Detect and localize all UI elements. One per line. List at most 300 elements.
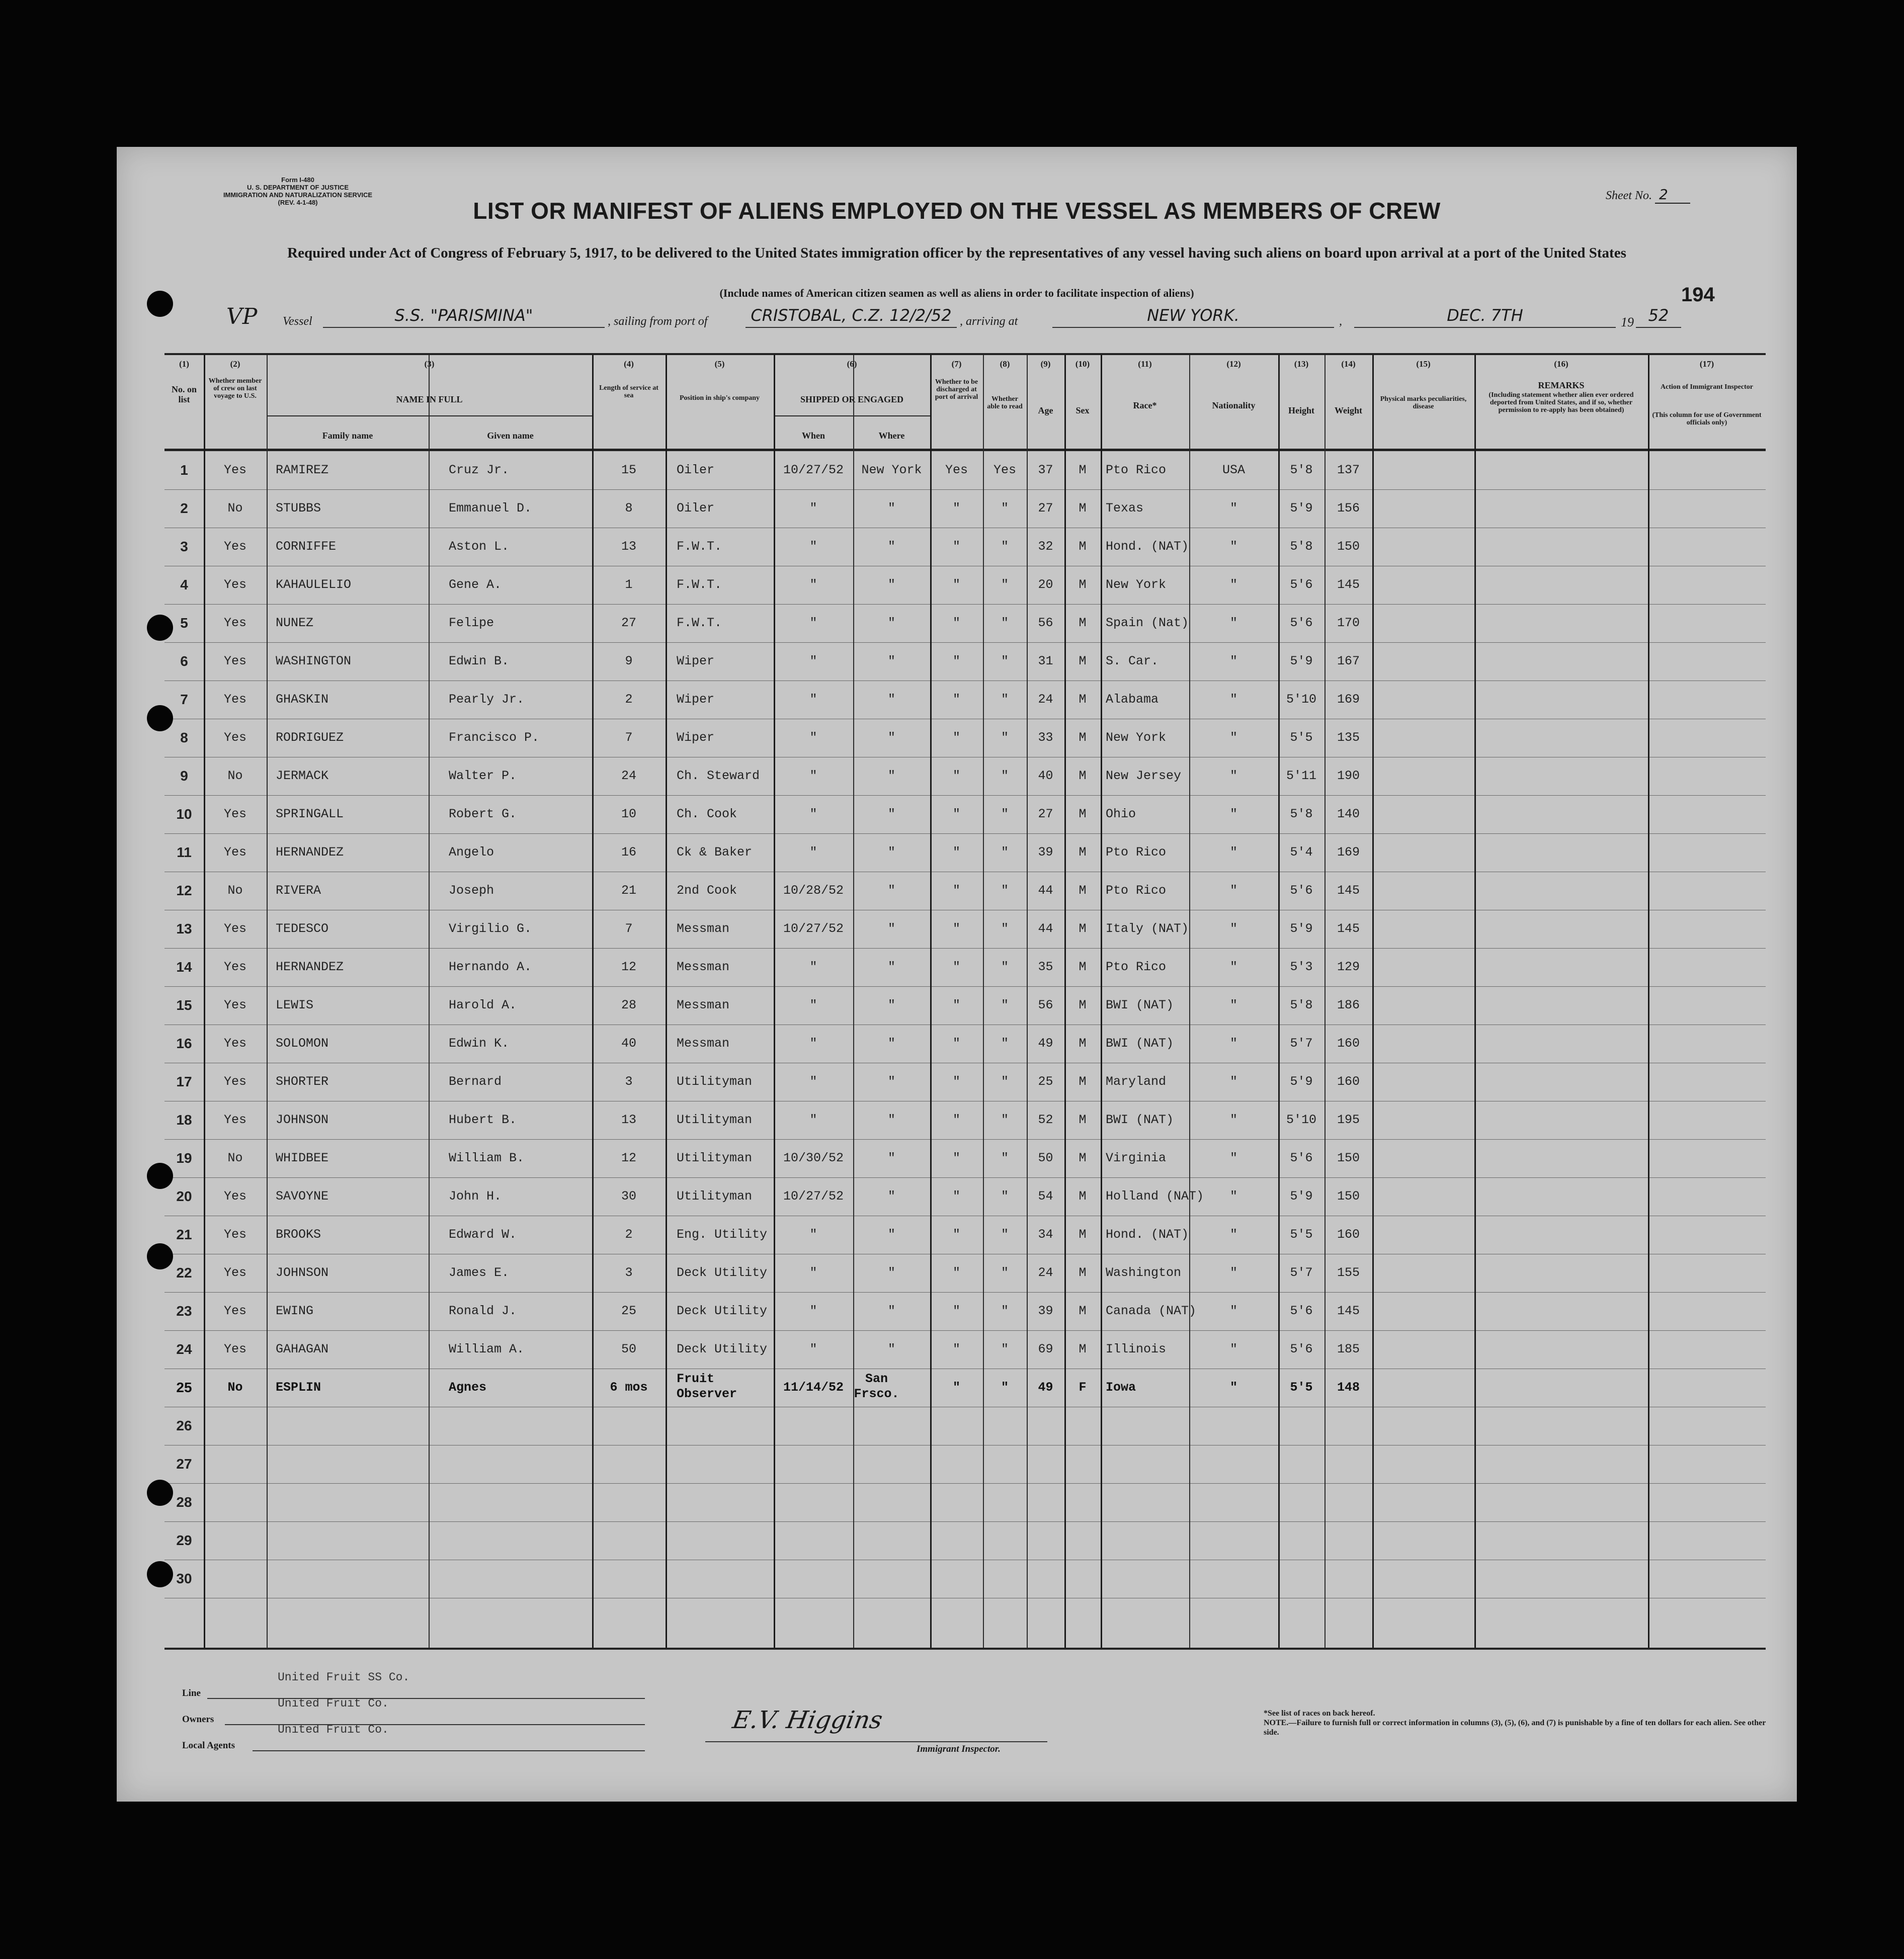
inspector-label: Immigrant Inspector. <box>917 1744 1001 1754</box>
cell-read: " <box>1001 1074 1009 1089</box>
cell-position: Wiper <box>677 730 715 745</box>
cell-discharged: " <box>952 845 960 860</box>
cell-race: Pto Rico <box>1106 960 1167 974</box>
cell-service: 9 <box>625 654 633 668</box>
cell-sex: M <box>1079 539 1087 554</box>
cell-race: Holland (NAT) <box>1106 1189 1204 1204</box>
cell-read <box>983 1407 1027 1445</box>
cell-last-voyage: Yes <box>223 1074 246 1089</box>
cell-sex: M <box>1079 769 1087 783</box>
cell-no: 13 <box>176 921 192 936</box>
cell-where: " <box>887 1342 895 1356</box>
cell-read: " <box>1001 1151 1009 1165</box>
cell-where: " <box>887 998 895 1012</box>
cell-discharged <box>930 1560 983 1598</box>
cell-no: 4 <box>180 577 188 592</box>
cell-service <box>592 1521 666 1560</box>
cell-given: Francisco P. <box>449 730 540 745</box>
cell-given: Gene A. <box>449 577 502 592</box>
cell-weight: 195 <box>1337 1113 1360 1127</box>
races-note: *See list of races on back hereof. <box>1264 1709 1375 1718</box>
cell-nationality: " <box>1229 1189 1237 1204</box>
cell-read: " <box>1001 845 1009 860</box>
cell-age: 31 <box>1038 654 1053 668</box>
column-c17-label: Action of Immigrant Inspector <box>1661 383 1753 391</box>
cell-discharged <box>930 1521 983 1560</box>
cell-last-voyage: Yes <box>223 998 246 1012</box>
cell-service: 2 <box>625 692 633 707</box>
cell-position: F.W.T. <box>677 539 722 554</box>
column-rule <box>1189 355 1190 1648</box>
cell-last-voyage: Yes <box>223 960 246 974</box>
cell-sex: M <box>1079 883 1087 898</box>
column-when: When <box>801 431 825 441</box>
column-rule <box>1064 355 1066 1648</box>
cell-weight: 156 <box>1337 501 1360 516</box>
cell-height: 5'11 <box>1286 769 1316 783</box>
cell-when: " <box>809 692 817 707</box>
cell-when <box>774 1521 853 1560</box>
cell-when <box>774 1407 853 1445</box>
cell-height <box>1278 1445 1324 1483</box>
cell-weight: 140 <box>1337 807 1360 821</box>
cell-family: TEDESCO <box>276 921 329 936</box>
cell-given: Hernando A. <box>449 960 532 974</box>
cell-service <box>592 1445 666 1483</box>
column-rule <box>1372 355 1374 1648</box>
cell-last-voyage: Yes <box>223 692 246 707</box>
column-c10-label: Sex <box>1075 405 1090 415</box>
cell-where: " <box>887 730 895 745</box>
cell-weight <box>1324 1407 1372 1445</box>
cell-family: JERMACK <box>276 769 329 783</box>
cell-weight: 137 <box>1337 463 1360 477</box>
cell-height: 5'10 <box>1286 692 1316 707</box>
cell-family <box>276 1407 429 1445</box>
cell-no: 29 <box>176 1532 192 1548</box>
cell-service: 50 <box>621 1342 636 1356</box>
column-rule <box>592 355 594 1648</box>
cell-where: " <box>887 769 895 783</box>
cell-no: 10 <box>176 806 192 822</box>
cell-when: " <box>809 539 817 554</box>
cell-race: Maryland <box>1106 1074 1167 1089</box>
cell-sex: M <box>1079 577 1087 592</box>
cell-position: Messman <box>677 1036 730 1051</box>
column-c11-label: Race* <box>1133 400 1157 410</box>
cell-height: 5'9 <box>1290 921 1313 936</box>
cell-weight: 148 <box>1337 1380 1360 1395</box>
cell-read: " <box>1001 1265 1009 1280</box>
column-where: Where <box>878 431 905 441</box>
cell-no: 3 <box>180 539 188 554</box>
cell-sex <box>1064 1560 1101 1598</box>
cell-race: Texas <box>1106 501 1144 516</box>
cell-when: " <box>809 1342 817 1356</box>
line-value: United Fruit SS Co. <box>278 1671 410 1684</box>
cell-height: 5'8 <box>1290 998 1313 1012</box>
column-rule <box>774 355 775 1648</box>
table-row <box>164 1330 1766 1369</box>
cell-nationality: " <box>1229 845 1237 860</box>
cell-family: SOLOMON <box>276 1036 329 1051</box>
cell-age: 52 <box>1038 1113 1053 1127</box>
sailing-date: 12/2/52 <box>889 306 952 325</box>
column-c4-label: Length of service at sea <box>599 384 658 399</box>
cell-no: 23 <box>176 1303 192 1319</box>
cell-read <box>983 1445 1027 1483</box>
cell-weight: 186 <box>1337 998 1360 1012</box>
cell-family <box>276 1560 429 1598</box>
cell-weight <box>1324 1445 1372 1483</box>
cell-nationality: " <box>1229 1227 1237 1242</box>
cell-no: 6 <box>180 653 188 669</box>
cell-race: S. Car. <box>1106 654 1159 668</box>
table-row <box>164 1369 1766 1407</box>
cell-read: " <box>1001 1342 1009 1356</box>
column-c7-label: Whether to be discharged at port of arrival <box>935 378 978 401</box>
owners-label: Owners <box>182 1714 214 1725</box>
vessel-name: S.S. "PARISMINA" <box>323 306 605 328</box>
cell-weight: 167 <box>1337 654 1360 668</box>
cell-given: Joseph <box>449 883 494 898</box>
footer-notes <box>1264 1709 1767 1737</box>
cell-family: RODRIGUEZ <box>276 730 344 745</box>
initial-mark: VP <box>226 304 258 329</box>
table-row <box>164 489 1766 528</box>
cell-nationality <box>1189 1521 1278 1560</box>
cell-race: Spain (Nat) <box>1106 616 1189 630</box>
column-c16-note: (Including statement whether alien ever ordered deported from United States, and if so, whether permission to re-apply has been obtained) <box>1488 391 1634 414</box>
cell-age: 20 <box>1038 577 1053 592</box>
cell-race: Canada (NAT) <box>1106 1304 1197 1318</box>
cell-given: Felipe <box>449 616 494 630</box>
cell-read: " <box>1001 577 1009 592</box>
cell-where: " <box>887 960 895 974</box>
cell-when: " <box>809 1227 817 1242</box>
cell-discharged: " <box>952 1151 960 1165</box>
cell-last-voyage: Yes <box>223 463 246 477</box>
cell-weight: 185 <box>1337 1342 1360 1356</box>
cell-where <box>853 1521 930 1560</box>
table-row <box>164 1521 1766 1560</box>
cell-nationality: " <box>1229 769 1237 783</box>
cell-race: Pto Rico <box>1106 883 1167 898</box>
cell-last-voyage: Yes <box>223 1189 246 1204</box>
cell-where: " <box>887 1113 895 1127</box>
cell-read: " <box>1001 1380 1009 1395</box>
cell-height: 5'6 <box>1290 616 1313 630</box>
cell-discharged: " <box>952 616 960 630</box>
cell-family: LEWIS <box>276 998 314 1012</box>
table-row <box>164 986 1766 1025</box>
cell-family: JOHNSON <box>276 1113 329 1127</box>
cell-race: Washington <box>1106 1265 1182 1280</box>
manifest-sheet <box>117 147 1797 1802</box>
cell-height: 5'10 <box>1286 1113 1316 1127</box>
cell-service <box>592 1407 666 1445</box>
cell-when: " <box>809 654 817 668</box>
table-row <box>164 1177 1766 1216</box>
cell-nationality: USA <box>1222 463 1245 477</box>
cell-where: " <box>887 577 895 592</box>
table-row <box>164 1254 1766 1293</box>
cell-no: 19 <box>176 1150 192 1166</box>
cell-age: 24 <box>1038 692 1053 707</box>
cell-height <box>1278 1407 1324 1445</box>
cell-given: Pearly Jr. <box>449 692 525 707</box>
cell-discharged: " <box>952 921 960 936</box>
cell-service: 27 <box>621 616 636 630</box>
sailing-label: , sailing from port of <box>608 315 708 328</box>
cell-where <box>853 1407 930 1445</box>
cell-where: " <box>887 1304 895 1318</box>
cell-given: Walter P. <box>449 769 517 783</box>
cell-height: 5'6 <box>1290 577 1313 592</box>
cell-service: 10 <box>621 807 636 821</box>
cell-age: 44 <box>1038 883 1053 898</box>
table-row <box>164 680 1766 719</box>
cell-where: " <box>887 1189 895 1204</box>
cell-given: James E. <box>449 1265 510 1280</box>
document-subtitle: Required under Act of Congress of February 5, 1917, to be delivered to the United States immigration officer by the representatives of any vessel having such aliens on board upon arrival at a port of the United States <box>287 245 1626 261</box>
table-row <box>164 910 1766 949</box>
cell-given: Agnes <box>449 1380 487 1395</box>
column-c13-number: (13) <box>1294 359 1309 369</box>
form-number: Form I-480 <box>281 176 314 184</box>
cell-where: " <box>887 616 895 630</box>
cell-no: 26 <box>176 1418 192 1433</box>
table-row <box>164 642 1766 681</box>
column-rule <box>1027 355 1028 1648</box>
cell-discharged: Yes <box>945 463 968 477</box>
column-c2-number: (2) <box>230 359 240 369</box>
cell-last-voyage: Yes <box>223 921 246 936</box>
cell-last-voyage <box>204 1445 267 1483</box>
column-rule <box>666 355 667 1648</box>
cell-discharged: " <box>952 998 960 1012</box>
table-row <box>164 451 1766 490</box>
binder-hole <box>147 1561 173 1587</box>
cell-race: Pto Rico <box>1106 463 1167 477</box>
cell-height: 5'3 <box>1290 960 1313 974</box>
cell-service: 15 <box>621 463 636 477</box>
cell-read <box>983 1560 1027 1598</box>
cell-race: New Jersey <box>1106 769 1182 783</box>
year-prefix: 19 <box>1621 315 1634 329</box>
cell-height: 5'6 <box>1290 1151 1313 1165</box>
cell-nationality <box>1189 1560 1278 1598</box>
cell-weight: 150 <box>1337 1151 1360 1165</box>
cell-age: 40 <box>1038 769 1053 783</box>
cell-family: ESPLIN <box>276 1380 321 1395</box>
cell-no: 17 <box>176 1074 192 1089</box>
cell-age: 44 <box>1038 921 1053 936</box>
cell-family: EWING <box>276 1304 314 1318</box>
column-rule <box>267 355 268 1648</box>
cell-age: 25 <box>1038 1074 1053 1089</box>
cell-read: " <box>1001 769 1009 783</box>
cell-where: " <box>887 692 895 707</box>
cell-last-voyage: No <box>227 1151 243 1165</box>
cell-nationality: " <box>1229 616 1237 630</box>
cell-race: Pto Rico <box>1106 845 1167 860</box>
cell-weight: 135 <box>1337 730 1360 745</box>
column-c9-number: (9) <box>1040 359 1051 369</box>
cell-no: 20 <box>176 1188 192 1204</box>
cell-sex: M <box>1079 1036 1087 1051</box>
cell-weight: 160 <box>1337 1227 1360 1242</box>
cell-position: Oiler <box>677 463 715 477</box>
cell-discharged: " <box>952 577 960 592</box>
cell-weight: 155 <box>1337 1265 1360 1280</box>
cell-height: 5'8 <box>1290 807 1313 821</box>
cell-position <box>677 1483 774 1521</box>
column-rule <box>1474 355 1476 1648</box>
cell-when <box>774 1445 853 1483</box>
cell-sex: M <box>1079 1265 1087 1280</box>
column-c2-label: Whether member of crew on last voyage to U.S. <box>208 377 262 400</box>
column-rule <box>204 355 205 1648</box>
cell-discharged: " <box>952 1036 960 1051</box>
cell-last-voyage <box>204 1407 267 1445</box>
cell-height: 5'8 <box>1290 539 1313 554</box>
cell-service: 3 <box>625 1265 633 1280</box>
cell-service: 8 <box>625 501 633 516</box>
cell-sex: M <box>1079 730 1087 745</box>
cell-height: 5'5 <box>1290 1380 1313 1395</box>
cell-position <box>677 1407 774 1445</box>
table-row <box>164 1483 1766 1522</box>
cell-height: 5'8 <box>1290 463 1313 477</box>
cell-family: SAVOYNE <box>276 1189 329 1204</box>
cell-height: 5'9 <box>1290 1189 1313 1204</box>
cell-position: Utilityman <box>677 1113 753 1127</box>
cell-family: SPRINGALL <box>276 807 344 821</box>
cell-read: " <box>1001 501 1009 516</box>
cell-discharged <box>930 1407 983 1445</box>
cell-weight <box>1324 1560 1372 1598</box>
agents-value: United Fruit Co. <box>278 1723 389 1736</box>
cell-weight: 169 <box>1337 692 1360 707</box>
cell-weight: 190 <box>1337 769 1360 783</box>
cell-race: Hond. (NAT) <box>1106 539 1189 554</box>
cell-position: F.W.T. <box>677 616 722 630</box>
cell-when <box>774 1483 853 1521</box>
cell-when <box>774 1560 853 1598</box>
table-row <box>164 1292 1766 1331</box>
cell-last-voyage: Yes <box>223 1304 246 1318</box>
cell-age: 37 <box>1038 463 1053 477</box>
cell-read: " <box>1001 1113 1009 1127</box>
cell-race <box>1106 1560 1189 1598</box>
cell-age: 56 <box>1038 616 1053 630</box>
cell-position <box>677 1521 774 1560</box>
cell-nationality <box>1189 1407 1278 1445</box>
cell-nationality: " <box>1229 539 1237 554</box>
cell-height: 5'7 <box>1290 1265 1313 1280</box>
cell-where: " <box>887 807 895 821</box>
cell-service: 30 <box>621 1189 636 1204</box>
cell-family: WASHINGTON <box>276 654 352 668</box>
cell-family: WHIDBEE <box>276 1151 329 1165</box>
agents-label: Local Agents <box>182 1740 235 1751</box>
column-c12-label: Nationality <box>1212 400 1256 410</box>
cell-sex: M <box>1079 1304 1087 1318</box>
cell-height: 5'6 <box>1290 883 1313 898</box>
crew-table <box>164 353 1766 1650</box>
cell-discharged: " <box>952 692 960 707</box>
binder-hole <box>147 1480 173 1506</box>
cell-read: " <box>1001 1304 1009 1318</box>
cell-family: KAHAULELIO <box>276 577 352 592</box>
table-row <box>164 566 1766 605</box>
cell-sex <box>1064 1483 1101 1521</box>
cell-age: 33 <box>1038 730 1053 745</box>
column-c9-label: Age <box>1038 405 1053 415</box>
cell-last-voyage <box>204 1483 267 1521</box>
cell-discharged: " <box>952 1304 960 1318</box>
cell-last-voyage: Yes <box>223 616 246 630</box>
cell-last-voyage: Yes <box>223 577 246 592</box>
cell-service: 24 <box>621 769 636 783</box>
table-header <box>164 355 1766 451</box>
cell-no: 1 <box>180 462 188 478</box>
cell-weight: 145 <box>1337 577 1360 592</box>
table-row <box>164 872 1766 910</box>
cell-given: Cruz Jr. <box>449 463 510 477</box>
table-row <box>164 1101 1766 1140</box>
cell-sex: M <box>1079 1227 1087 1242</box>
cell-no: 7 <box>180 692 188 707</box>
cell-when: 10/27/52 <box>783 463 844 477</box>
column-c4-number: (4) <box>624 359 634 369</box>
cell-discharged: " <box>952 1342 960 1356</box>
cell-discharged: " <box>952 1227 960 1242</box>
cell-no: 5 <box>180 615 188 631</box>
column-c3-label: NAME IN FULL <box>396 394 463 404</box>
column-c17-note: (This column for use of Government officials only) <box>1652 411 1762 427</box>
cell-discharged: " <box>952 1113 960 1127</box>
cell-race: BWI (NAT) <box>1106 1113 1174 1127</box>
cell-last-voyage: Yes <box>223 1227 246 1242</box>
binder-hole <box>147 1243 173 1269</box>
arrival-port: NEW YORK. <box>1052 306 1334 328</box>
cell-height <box>1278 1560 1324 1598</box>
cell-discharged: " <box>952 1265 960 1280</box>
cell-given: Edwin K. <box>449 1036 510 1051</box>
cell-when: " <box>809 807 817 821</box>
cell-when: " <box>809 577 817 592</box>
document-instruction: (Include names of American citizen seamen as well as aliens in order to facilitate inspection of aliens) <box>719 287 1194 299</box>
cell-race: Illinois <box>1106 1342 1167 1356</box>
cell-nationality: " <box>1229 692 1237 707</box>
cell-read: " <box>1001 730 1009 745</box>
cell-service: 7 <box>625 730 633 745</box>
document-title: LIST OR MANIFEST OF ALIENS EMPLOYED ON THE VESSEL AS MEMBERS OF CREW <box>473 198 1441 224</box>
service: IMMIGRATION AND NATURALIZATION SERVICE <box>223 191 373 199</box>
cell-family: BROOKS <box>276 1227 321 1242</box>
cell-no: 18 <box>176 1112 192 1128</box>
sheet-number-value: 2 <box>1659 186 1668 203</box>
cell-discharged: " <box>952 501 960 516</box>
table-row <box>164 528 1766 566</box>
cell-read: " <box>1001 998 1009 1012</box>
cell-family: HERNANDEZ <box>276 845 344 860</box>
table-row <box>164 948 1766 987</box>
cell-last-voyage: Yes <box>223 807 246 821</box>
vessel-label: Vessel <box>283 315 312 328</box>
